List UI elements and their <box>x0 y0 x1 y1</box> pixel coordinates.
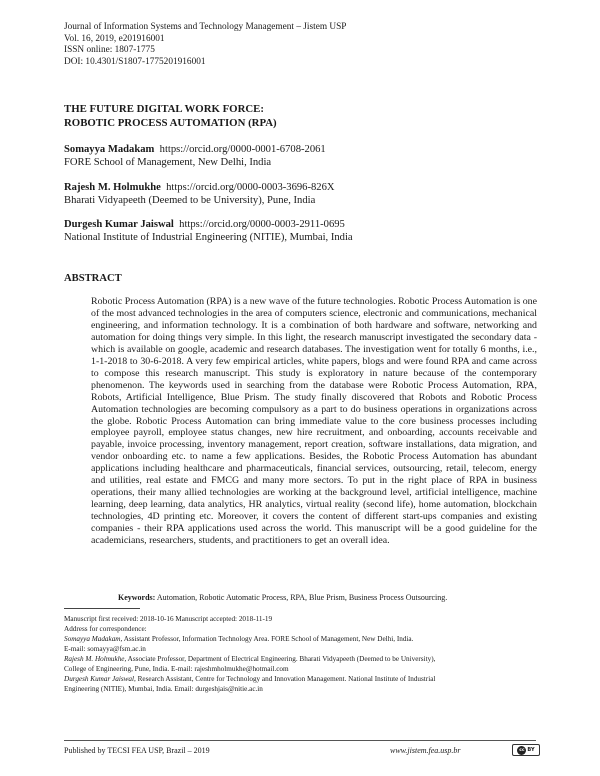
footnote-divider <box>64 608 140 609</box>
abstract-heading: ABSTRACT <box>64 273 122 284</box>
keywords-label: Keywords: <box>118 593 156 602</box>
footnote-author-email: Engineering (NITIE), Mumbai, India. Email: durgeshjais@nitie.ac.in <box>64 685 263 693</box>
keywords <box>118 593 447 602</box>
footnote-author-details: , Research Assistant, Centre for Technology and Innovation Management. National Institute of Industrial <box>134 675 436 683</box>
author-name: Rajesh M. Holmukhe <box>64 182 161 193</box>
journal-url-link[interactable]: www.jistem.fea.usp.br <box>390 746 461 755</box>
author-affiliation: FORE School of Management, New Delhi, India <box>64 157 272 168</box>
keywords-text: Automation, Robotic Automatic Process, RPA, Blue Prism, Business Process Outsourcing. <box>156 593 448 602</box>
footnote-author-name: Rajesh M. Holmukhe <box>64 655 125 663</box>
author-affiliation: National Institute of Industrial Engineering (NITIE), Mumbai, India <box>64 232 353 243</box>
footnote-author-details: , Assistant Professor, Information Technology Area. FORE School of Management, New Delhi, India. <box>120 635 414 643</box>
publisher-line: Published by TECSI FEA USP, Brazil – 2019 <box>64 746 210 755</box>
author-affiliation: Bharati Vidyapeeth (Deemed to be University), Pune, India <box>64 195 316 206</box>
footnotes <box>64 614 544 694</box>
correspondence-label: Address for correspondence: <box>64 625 147 633</box>
author-orcid-link[interactable]: https://orcid.org/0000-0003-2911-0695 <box>179 219 345 230</box>
cc-by-license-icon <box>512 744 540 756</box>
journal-name: Journal of Information Systems and Technology Management – Jistem USP <box>64 22 347 32</box>
footnote-author-name: Durgesh Kumar Jaiswal <box>64 675 135 683</box>
author-name: Durgesh Kumar Jaiswal <box>64 219 174 230</box>
footnote-author-email: E-mail: somayya@fsm.ac.in <box>64 645 146 653</box>
manuscript-dates: Manuscript first received: 2018-10-16 Manuscript accepted: 2018-11-19 <box>64 615 273 623</box>
title-line-2: ROBOTIC PROCESS AUTOMATION (RPA) <box>64 116 277 129</box>
journal-volume: Vol. 16, 2019, e201916001 <box>64 33 165 44</box>
paper-title <box>64 103 277 130</box>
author-block <box>64 181 335 207</box>
abstract-text: Robotic Process Automation (RPA) is a new wave of the future technologies. Robotic Process Automation is one of the most advanced technologies in the area of computers science, electronic and communications, mechanical engineering, and information technology. It is a combination of both hardware and software, networking and automation for doing things very simple. In this light, the research manuscript investigated the secondary data - which is available on google, academic and research databases. The investigation went for totally 6 months, i.e., 1-1-2018 to 30-6-2018. A very few empirical articles, white papers, blogs and were found RPA and came across to compose this research manuscript. This study is exploratory in nature because of the contemporary phenomenon. The keywords used in searching from the database were Robotic Process Automation, RPA, Robots, Artificial Intelligence, Blue Prism. The study finally discovered that Robots and Robotic Process Automation technologies are becoming compulsory as a part to do business operations in organizations across the globe. Robotic Process Automation can bring immediate value to the core business processes including employee payroll, employee status changes, new hire recruitment, and onboarding, accounts receivable and payable, invoice processing, inventory management, report creation, software installations, data migration, and vendor onboarding etc. to name a few applications. Besides, the Robotic Process Automation has abundant applications including healthcare and pharmaceuticals, financial services, outsourcing, retail, telecom, energy and utilities, real estate and FMCG and many more sectors. To put in the right place of RPA in business operations, their many allied technologies are working at the background level, artificial intelligence, machine learning, deep learning, data analytics, HR analytics, virtual reality (second life), home automation, blockchain technologies, 4D printing etc. Moreover, it covers the content of different start-ups companies and existing companies - their RPA applications used across the world. This manuscript will be a good guideline for the academicians, researchers, students, and practitioners to get an overall idea. <box>91 296 537 547</box>
footnote-author-details: , Associate Professor, Department of Electrical Engineering. Bharati Vidyapeeth (Deemed to be University), <box>124 655 436 663</box>
journal-doi: DOI: 10.4301/S1807-1775201916001 <box>64 56 206 67</box>
cc-icon: cc <box>519 747 525 753</box>
author-name: Somayya Madakam <box>64 144 155 155</box>
journal-issn: ISSN online: 1807-1775 <box>64 45 155 55</box>
footnote-author-email: College of Engineering, Pune, India. E-mail: rajeshmholmukhe@hotmail.com <box>64 665 289 673</box>
author-block <box>64 218 353 244</box>
author-block <box>64 143 326 169</box>
author-orcid-link[interactable]: https://orcid.org/0000-0003-3696-826X <box>166 182 335 193</box>
author-orcid-link[interactable]: https://orcid.org/0000-0001-6708-2061 <box>159 144 326 155</box>
footer-divider <box>64 740 536 741</box>
by-label: BY <box>527 747 535 753</box>
footnote-author-name: Somayya Madakam <box>64 635 121 643</box>
journal-header <box>64 22 346 68</box>
title-line-1: THE FUTURE DIGITAL WORK FORCE: <box>64 103 264 115</box>
